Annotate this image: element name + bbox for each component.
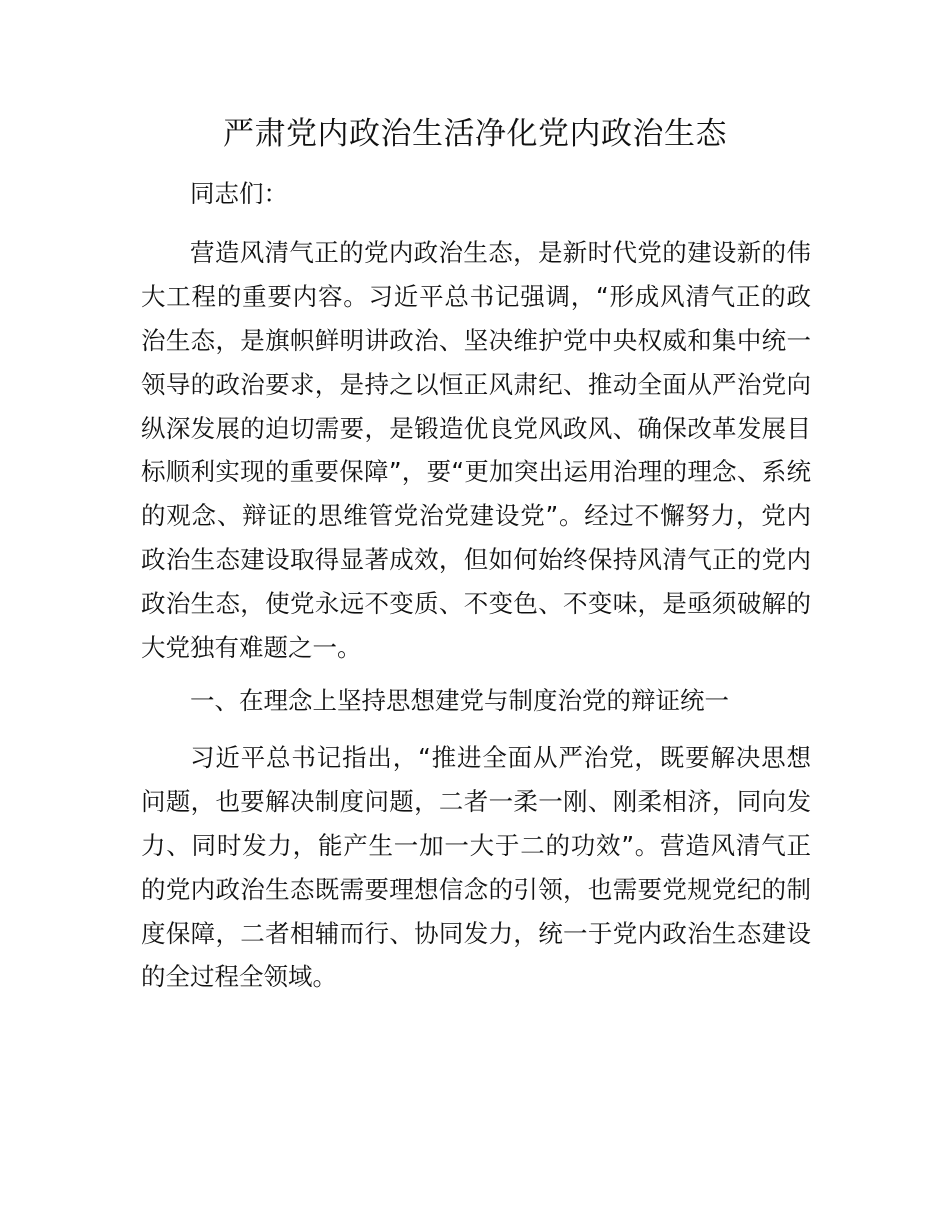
intro-paragraph: 营造风清气正的党内政治生态，是新时代党的建设新的伟大工程的重要内容。习近平总书记强调，“形成风清气正的政治生态，是旗帜鲜明讲政治、坚决维护党中央权威和集中统一领导的政治要求，是持之以恒正风肃纪、推动全面从严治党向纵深发展的迫切需要，是锻造优良党风政风、确保改革发展目标顺利实现的重要保障”，要“更加突出运用治理的理念、系统的观念、辩证的思维管党治党建设党”。经过不懈努力，党内政治生态建设取得显著成效，但如何始终保持风清气正的党内政治生态，使党永远不变质、不变色、不变味，是亟须破解的大党独有难题之一。 [141,237,811,663]
section-paragraph: 习近平总书记指出，“推进全面从严治党，既要解决思想问题，也要解决制度问题，二者一柔一刚、刚柔相济，同向发力、同时发力，能产生一加一大于二的功效”。营造风清气正的党内政治生态既需要理想信念的引领，也需要党规党纪的制度保障，二者相辅而行、协同发力，统一于党内政治生态建设的全过程全领域。 [141,742,811,992]
document-body [141,172,811,1008]
document-title: 严肃党内政治生活净化党内政治生态 [223,116,727,152]
greeting: 同志们： [190,179,288,208]
section-heading: 一、在理念上坚持思想建党与制度治党的辩证统一 [190,685,729,715]
